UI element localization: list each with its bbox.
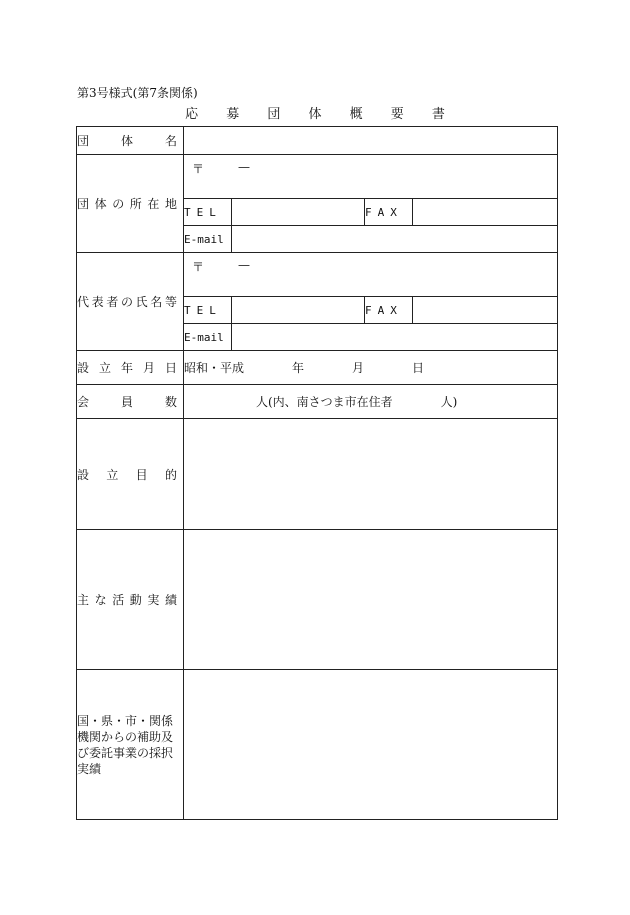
postal-dash: — (238, 258, 250, 272)
address-fax-label (365, 199, 413, 226)
label-char: の (120, 295, 133, 309)
subsidies-field[interactable] (184, 670, 558, 820)
label-founded-text (77, 359, 183, 376)
document-title: 応 募 団 体 概 要 書 (185, 107, 457, 122)
label-char: 月 (142, 361, 155, 375)
label-char: 立 (98, 361, 111, 375)
label-char: 活 (112, 593, 125, 607)
members-count-field[interactable]: 人(内、南さつま市在住者 人) (184, 385, 558, 419)
label-char: の (112, 197, 125, 211)
label-char: 主 (77, 593, 90, 607)
address-tel-field[interactable] (232, 199, 365, 226)
label-char: 在 (147, 197, 160, 211)
representative-postal-field[interactable] (184, 253, 558, 297)
label-purpose-text (77, 466, 183, 483)
fax-label-text: FAX (365, 303, 403, 317)
representative-fax-field[interactable] (413, 297, 558, 324)
label-char: 目 (135, 467, 148, 482)
row-members (77, 385, 558, 419)
label-char: 動 (129, 593, 142, 607)
label-subsidies-text: 国・県・市・関係機関からの補助及び委託事業の採択実績 (77, 713, 174, 776)
label-members (77, 385, 184, 419)
activities-field[interactable] (184, 530, 558, 670)
label-char: 体 (94, 197, 107, 211)
row-activities (77, 530, 558, 670)
label-char: 日 (164, 361, 177, 375)
label-char: 氏 (135, 295, 148, 309)
representative-fax-label (365, 297, 413, 324)
label-address-text (77, 195, 183, 212)
label-char: 所 (129, 197, 142, 211)
row-group-name (77, 127, 558, 155)
label-char: 年 (120, 361, 133, 375)
label-char: 地 (164, 197, 177, 211)
label-char: 設 (77, 361, 90, 375)
row-founded (77, 351, 558, 385)
label-founded (77, 351, 184, 385)
representative-tel-field[interactable] (232, 297, 365, 324)
label-char: 等 (164, 295, 177, 309)
form-number: 第3号様式(第7条関係) (77, 86, 198, 100)
representative-tel-label (184, 297, 232, 324)
label-subsidies (77, 670, 184, 820)
label-char: 代 (77, 295, 90, 309)
representative-email-field[interactable] (232, 324, 558, 351)
row-subsidies (77, 670, 558, 820)
application-form-table (76, 126, 558, 820)
representative-email-label (184, 324, 232, 351)
label-char: 立 (106, 467, 119, 482)
label-char: 者 (106, 295, 119, 309)
label-representative-text (77, 293, 183, 310)
label-char: 数 (164, 395, 177, 409)
label-address (77, 155, 184, 253)
label-char: 績 (164, 593, 177, 607)
label-group-name (77, 127, 184, 155)
row-address-postal (77, 155, 558, 199)
tel-label-text: TEL (184, 205, 222, 219)
postal-dash: — (238, 160, 250, 174)
label-representative (77, 253, 184, 351)
label-char: 名 (150, 295, 163, 309)
label-activities (77, 530, 184, 670)
postal-mark: 〒 (192, 162, 205, 176)
address-email-field[interactable] (232, 226, 558, 253)
row-representative-postal (77, 253, 558, 297)
label-char: な (94, 593, 107, 607)
label-char: 体 (120, 134, 133, 148)
label-purpose (77, 419, 184, 530)
label-group-name-text (77, 132, 183, 149)
fax-label-text: FAX (365, 205, 403, 219)
label-char: 設 (77, 467, 90, 482)
label-char: 団 (77, 197, 90, 211)
founded-date-field[interactable]: 昭和・平成 年 月 日 (184, 351, 558, 385)
label-char: 会 (77, 395, 90, 409)
label-char: 団 (77, 134, 90, 148)
address-tel-label (184, 199, 232, 226)
label-activities-text (77, 591, 183, 608)
email-label-text: E-mail (184, 330, 224, 344)
label-members-text (77, 393, 183, 410)
row-purpose (77, 419, 558, 530)
label-char: 表 (91, 295, 104, 309)
postal-mark: 〒 (192, 260, 205, 274)
address-fax-field[interactable] (413, 199, 558, 226)
label-char: 実 (147, 593, 160, 607)
purpose-field[interactable] (184, 419, 558, 530)
label-char: 的 (164, 467, 177, 482)
label-char: 員 (120, 395, 133, 409)
group-name-field[interactable] (184, 127, 558, 155)
address-email-label (184, 226, 232, 253)
label-char: 名 (164, 134, 177, 148)
email-label-text: E-mail (184, 232, 224, 246)
address-postal-field[interactable] (184, 155, 558, 199)
tel-label-text: TEL (184, 303, 222, 317)
